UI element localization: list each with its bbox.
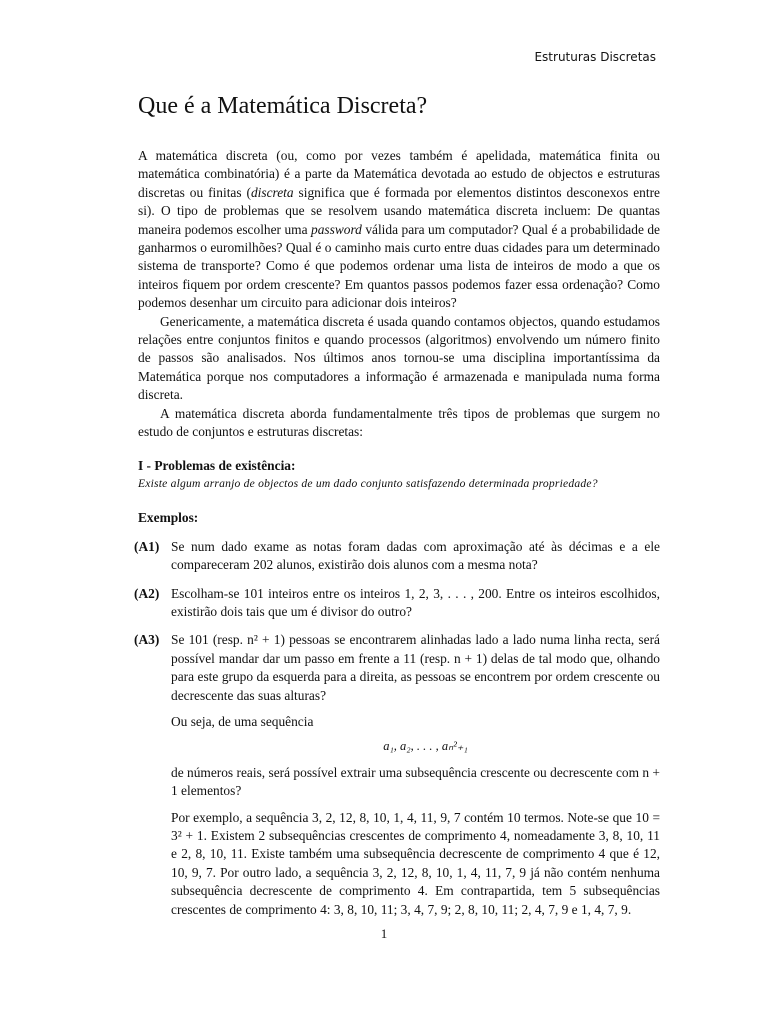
intro-paragraph-2: Genericamente, a matemática discreta é usada quando contamos objectos, quando estudamos relações entre conjuntos finitos e quando processos (algoritmos) envolvendo um número finito de passos são analisados. Nos últimos anos tornou-se uma disciplina importantíssima da Matemática porque nos computadores a informação é armazenada e manipulada numa forma discreta.	[138, 313, 660, 403]
example-text: Escolham-se 101 inteiros entre os inteiros 1, 2, 3, . . . , 200. Entre os inteiros escolhidos, existirão dois tais que um é divisor do outro?	[171, 585, 660, 619]
emphasis-discreta: discreta	[250, 184, 294, 200]
example-a2	[134, 585, 660, 622]
emphasis-password: password	[311, 221, 362, 237]
page-title: Que é a Matemática Discreta?	[138, 93, 428, 119]
example-label: (A2)	[134, 585, 160, 601]
example-label: (A3)	[134, 632, 160, 648]
example-a3	[134, 631, 660, 919]
running-header: Estruturas Discretas	[534, 50, 656, 64]
example-a1	[134, 538, 660, 575]
examples-heading: Exemplos:	[138, 510, 199, 526]
example-text: Por exemplo, a sequência 3, 2, 12, 8, 10, 1, 4, 11, 9, 7 contém 10 termos. Note-se que 10 = 3² + 1. Existem 2 subsequências crescentes de comprimento 4, nomeadamente 3, 8, 10, 11 e 2, 8, 10, 11. Existe também uma subsequência decrescente de comprimento 4 que é 12, 10, 9, 7. Por outro lado, a sequência 3, 2, 12, 8, 10, 1, 4, 11, 7, 9 já não contém nenhuma subsequência decrescente de comprimento 4. Em contrapartida, tem 5 subsequências crescentes de comprimento 4: 3, 8, 10, 11; 3, 4, 7, 9; 2, 8, 10, 11; 2, 4, 7, 9 e 1, 4, 7, 9.	[171, 809, 660, 917]
section-question: Existe algum arranjo de objectos de um dado conjunto satisfazendo determinada propriedade?	[138, 476, 598, 490]
sequence-formula: a₁, a₂, . . . , aₙ²₊₁	[383, 739, 468, 754]
section-heading-existence: I - Problemas de existência:	[138, 457, 296, 473]
example-text: Ou seja, de uma sequência	[171, 713, 314, 729]
example-label: (A1)	[134, 538, 160, 554]
intro-paragraph-1: A matemática discreta (ou, como por vezes também é apelidada, matemática finita ou matemática combinatória) é a parte da Matemática devotada ao estudo de objectos e estruturas discretas ou finitas (discreta significa que é formada por elementos distintos desconexos entre si). O tipo de problemas que se resolvem usando matemática discreta incluem: De quantas maneira podemos escolher uma password válida para um computador? Qual é a probabilidade de ganharmos o euromilhões? Qual é o caminho mais curto entre duas cidades para um determinado sistema de transporte? Como é que podemos ordenar uma lista de inteiros de modo a que os inteiros fiquem por ordem crescente? Em quantos passos podemos fazer essa ordenação? Como podemos desenhar um circuito para adicionar dois inteiros?	[138, 148, 660, 311]
example-text: Se num dado exame as notas foram dadas com aproximação até às décimas e a ele compareceram 202 alunos, existirão dois alunos com a mesma nota?	[171, 538, 660, 573]
document-body	[134, 147, 660, 919]
intro-paragraph-3: A matemática discreta aborda fundamentalmente três tipos de problemas que surgem no estudo de conjuntos e estruturas discretas:	[138, 405, 660, 440]
example-text: de números reais, será possível extrair uma subsequência crescente ou decrescente com n + 1 elementos?	[171, 764, 660, 799]
example-text: Se 101 (resp. n² + 1) pessoas se encontrarem alinhadas lado a lado numa linha recta, será possível mandar dar um passo em frente a 11 (resp. n + 1) delas de tal modo que, olhando para este grupo da esquerda para a direita, as pessoas se encontrem por ordem crescente ou decrescente das suas alturas?	[171, 632, 660, 703]
page-number: 1	[380, 926, 388, 941]
